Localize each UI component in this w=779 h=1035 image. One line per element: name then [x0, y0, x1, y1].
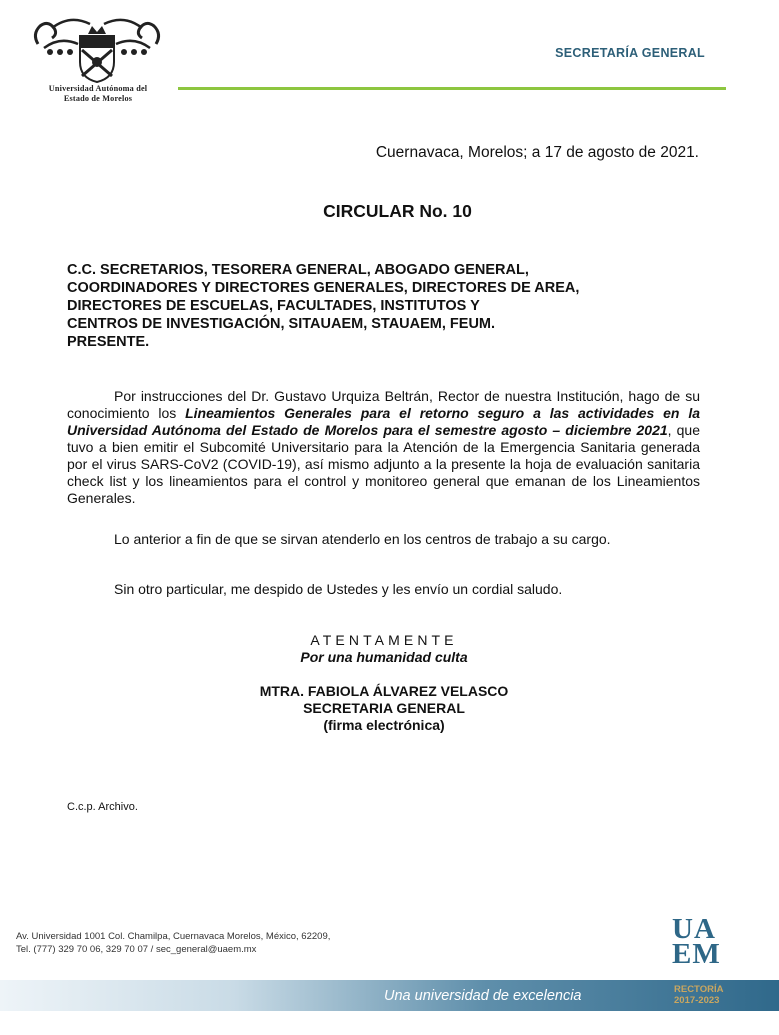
university-crest-logo — [30, 14, 164, 84]
para1-text-start: Por instrucciones del Dr. Gustavo Urquiza Beltrán, Rector de nuestra Institución, hago de su conocimiento los — [67, 388, 700, 421]
footer-slogan: Una universidad de excelencia — [384, 988, 582, 1004]
university-name — [26, 84, 170, 103]
university-motto: Por una humanidad culta — [300, 649, 468, 665]
signature-block — [0, 683, 768, 734]
contact-line: Tel. (777) 329 70 06, 329 70 07 / sec_general@uaem.mx — [16, 943, 257, 955]
signature-note: (firma electrónica) — [323, 717, 445, 733]
rectoria-line2: 2017-2023 — [674, 995, 720, 1006]
addressee-line: CENTROS DE INVESTIGACIÓN, SITAUAEM, STAUAEM, FEUM. — [67, 316, 496, 332]
body-paragraph-1 — [67, 388, 700, 507]
addressee-line: C.C. SECRETARIOS, TESORERA GENERAL, ABOGADO GENERAL, — [67, 262, 529, 278]
date-line: Cuernavaca, Morelos; a 17 de agosto de 2021. — [375, 144, 699, 161]
header-divider — [178, 87, 726, 90]
addressee-line: DIRECTORES DE ESCUELAS, FACULTADES, INSTITUTOS Y — [67, 298, 480, 314]
footer-address — [16, 931, 330, 956]
rectoria-line1: RECTORÍA — [674, 984, 724, 995]
rectoria-label — [674, 984, 723, 1006]
signer-name: MTRA. FABIOLA ÁLVAREZ VELASCO — [259, 683, 509, 699]
crest-icon — [30, 14, 164, 84]
footer-bottom-strip — [0, 1011, 779, 1035]
body-paragraph-3: Sin otro particular, me despido de Ustedes y les envío un cordial saludo. — [114, 581, 563, 597]
logo-line2: EM — [672, 938, 721, 970]
address-line: Av. Universidad 1001 Col. Chamilpa, Cuernavaca Morelos, México, 62209, — [16, 931, 331, 942]
para1-text-end: , que tuvo a bien emitir el Subcomité Universitario para la Atención de la Emergencia Sanitaria generada por el virus SARS-CoV2 (COVID-19), así mismo adjunto a la presente la hoja de evaluación sanitaria check list y los lineamientos para el control y monitoreo general que emanan de los Lineamientos Generales. — [67, 422, 701, 506]
university-name-line1: Universidad Autónoma del — [48, 84, 148, 93]
university-name-line2: Estado de Morelos — [63, 93, 133, 103]
circular-title: CIRCULAR No. 10 — [323, 201, 472, 221]
closing-word: ATENTAMENTE — [310, 632, 458, 648]
guidelines-title: Lineamientos Generales para el retorno seguro a las actividades en la Universidad Autónoma del Estado de Morelos para el semestre agosto – diciembre 2021 — [67, 405, 700, 438]
addressee-line: COORDINADORES Y DIRECTORES GENERALES, DIRECTORES DE AREA, — [67, 280, 580, 296]
department-name: SECRETARÍA GENERAL — [555, 46, 705, 60]
logo-line1: UA — [672, 913, 716, 945]
signer-title: SECRETARIA GENERAL — [303, 700, 465, 716]
carbon-copy-note: C.c.p. Archivo. — [67, 801, 138, 813]
addressee-block — [67, 261, 579, 351]
addressee-line: PRESENTE. — [67, 334, 150, 350]
closing-block — [0, 632, 768, 666]
body-paragraph-2: Lo anterior a fin de que se sirvan atenderlo en los centros de trabajo a su cargo. — [114, 531, 611, 547]
uaem-logo — [672, 913, 730, 970]
